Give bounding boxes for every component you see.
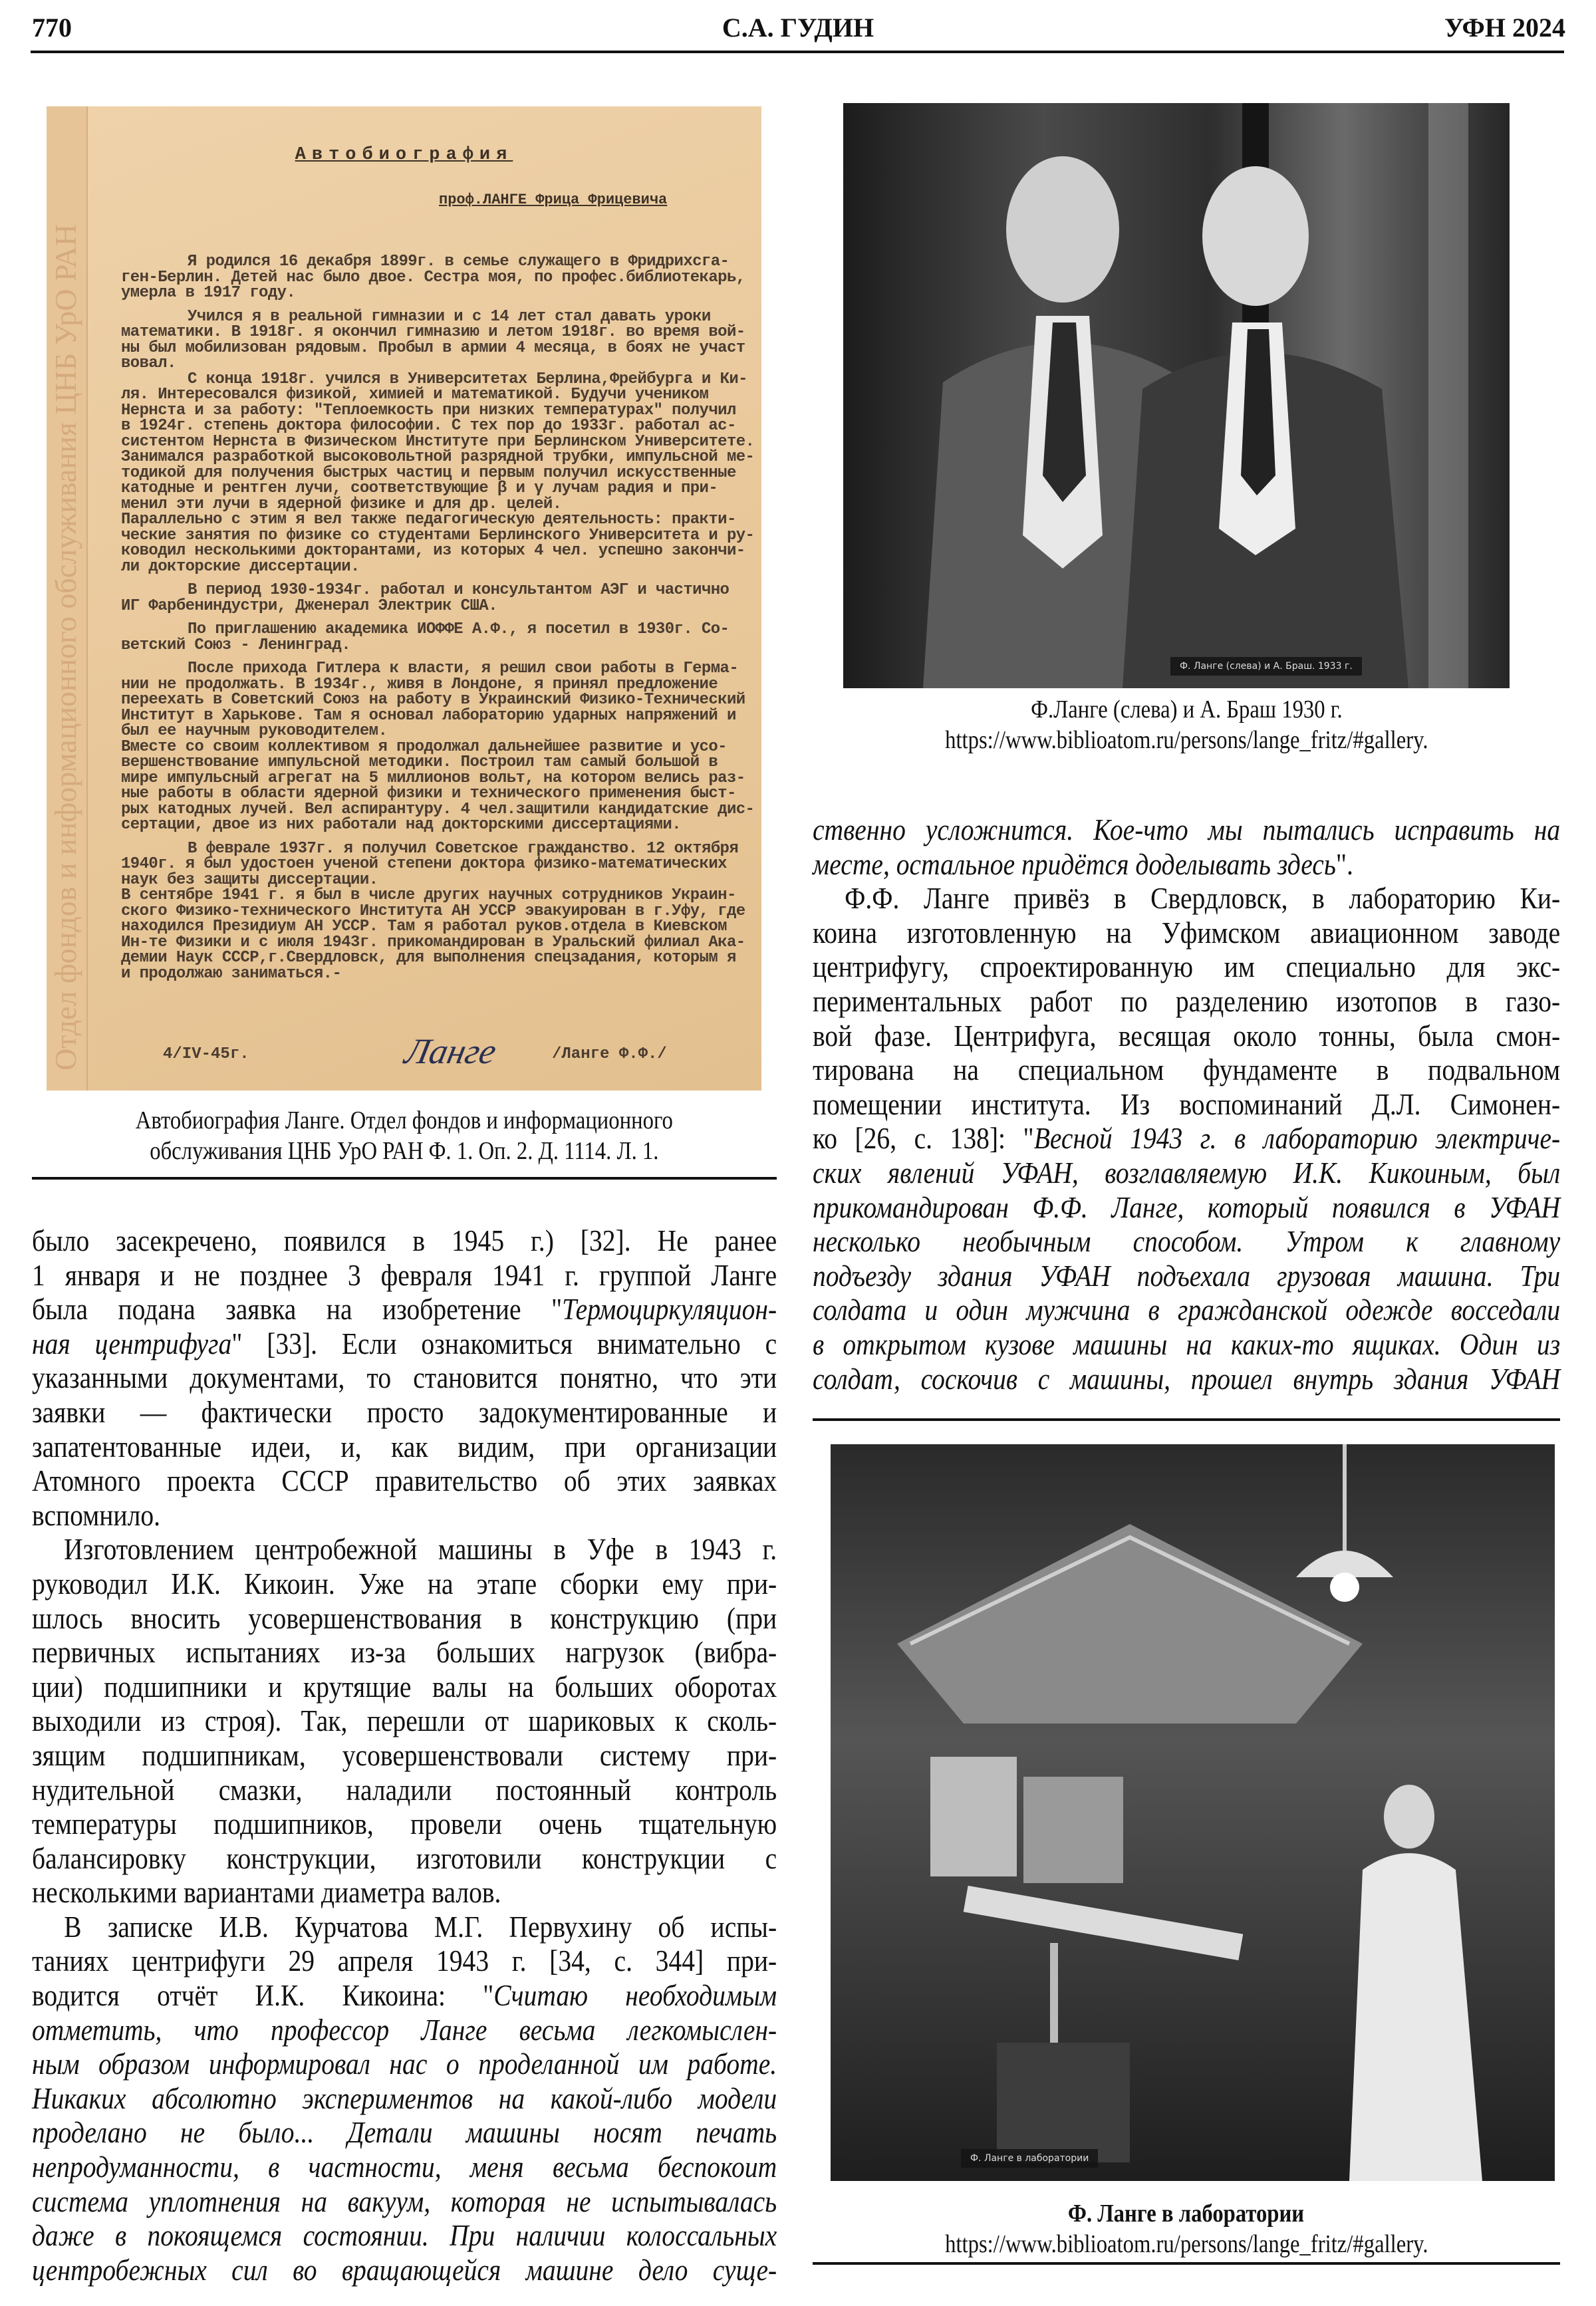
photo-lange-and-brasch — [843, 103, 1510, 688]
text-run: руководил И.К. Кикоин. Уже на этапе сборки ему при- — [32, 1566, 777, 1601]
text-run: первичных испытаниях из-за больших нагрузок (вибра- — [32, 1635, 777, 1670]
italic-quote-run: отметить, что профессор Ланге весьма легкомыслен- — [32, 2012, 777, 2047]
typed-line: переехать в Советский Союз на работу в Украинский Физико-Технический — [121, 691, 745, 709]
text-line — [32, 1875, 777, 1910]
text-line — [813, 984, 1560, 1019]
photo-lange-and-brasch-image — [843, 103, 1510, 688]
journal-name: УФН 2024 — [1444, 13, 1565, 43]
text-line — [32, 2047, 777, 2081]
text-run: тирована на специальном фундаменте в подвальном — [813, 1053, 1561, 1087]
italic-quote-run: прикомандирован Ф.Ф. Ланге, который появился в УФАН — [813, 1190, 1561, 1224]
text-line — [813, 1190, 1560, 1225]
doc-date: 4/IV-45г. — [163, 1045, 249, 1063]
text-run: была подана заявка на изобретение " — [32, 1292, 563, 1327]
text-line — [813, 1362, 1560, 1396]
typed-line: ководил несколькими докторантами, из которых 4 чел. успешно закончи- — [121, 542, 745, 560]
typed-line: был ее научным руководителем. — [121, 722, 388, 740]
doc-title — [47, 145, 761, 165]
typed-line: В период 1930-1934г. работал и консультантом АЭГ и частично — [188, 581, 730, 599]
text-line — [32, 1532, 777, 1567]
text-line — [813, 1087, 1560, 1122]
text-line — [32, 2184, 777, 2219]
text-line — [32, 1464, 777, 1498]
photo2-caption — [813, 2198, 1560, 2259]
typed-line: Нернста и за работу: "Теплоемкость при низких температурах" получил — [121, 401, 736, 420]
typed-line: ского Физико-технического Института АН УССР эвакуирован в г.Уфу, где — [121, 902, 745, 920]
text-run: таниях центрифуги 29 апреля 1943 г. [34, с. 344] при- — [32, 1944, 777, 1978]
caption-url: https://www.biblioatom.ru/persons/lange_fritz/#gallery. — [944, 2230, 1428, 2258]
italic-quote-run: ских явлений УФАН, возглавляемую И.К. Кикоиным, был — [813, 1155, 1561, 1190]
typed-line: ческие занятия по физике со студентами Берлинского Университета и ру- — [121, 526, 755, 545]
text-line — [32, 1773, 777, 1807]
photo-overlay-label: Ф. Ланге в лаборатории — [961, 2149, 1098, 2168]
typed-line: 1940г. я был удостоен ученой степени доктора физико-математических — [121, 855, 727, 873]
text-run: коина изготовленную на Уфимском авиационном заводе — [813, 915, 1561, 950]
text-line — [32, 1704, 777, 1738]
text-line — [32, 2081, 777, 2116]
typed-paragraph — [121, 372, 753, 575]
text-run: ко [26, с. 138]: " — [813, 1121, 1034, 1156]
typed-line: Вместе со своим коллективом я продолжал дальнейшее развитие и усо- — [121, 737, 727, 756]
text-line — [813, 1224, 1560, 1259]
caption-line: Ф.Ланге (слева) и А. Браш 1930 г. — [1030, 696, 1343, 723]
typed-line: В феврале 1937г. я получил Советское гражданство. 12 октября — [188, 839, 739, 858]
figure-rule — [813, 2262, 1560, 2265]
text-line — [32, 1738, 777, 1773]
text-run: было засекречено, появился в 1945 г.) [32]. Не ранее — [32, 1223, 777, 1257]
text-line — [32, 1635, 777, 1670]
typed-line: Параллельно с этим я вел также педагогическую деятельность: практи- — [121, 511, 736, 529]
italic-quote-run: Весной 1943 г. в лабораторию электриче- — [1033, 1121, 1561, 1156]
text-line — [32, 2218, 777, 2253]
text-line — [32, 1395, 777, 1430]
typed-line: находился Президиум АН УССР. Там я работал руков.отдела в Киевском — [121, 918, 727, 936]
typed-line: ген-Берлин. Детей нас было двое. Сестра моя, по профес.библиотекарь, — [121, 268, 745, 287]
text-line — [32, 1910, 777, 1944]
typed-paragraph — [121, 582, 753, 614]
italic-quote-run: ным образом информировал нас о проделанной им работе. — [32, 2047, 777, 2081]
text-line — [813, 1327, 1560, 1362]
text-run: водится отчёт И.К. Кикоина: " — [32, 1978, 494, 2013]
typed-line: Ин-те Физики и с июля 1943г. прикомандирован в Уральский филиал Ака- — [121, 933, 745, 952]
typed-line: Я родился 16 декабря 1899г. в семье служащего в Фридрихсга- — [188, 253, 730, 271]
text-run: температуры подшипников, провели очень тщательную — [32, 1807, 777, 1841]
typed-line: По приглашению академика ИОФФЕ А.Ф., я посетил в 1930г. Со- — [188, 620, 730, 638]
caption-line: Автобиография Ланге. Отдел фондов и информационного — [135, 1106, 674, 1134]
text-line — [32, 1327, 777, 1361]
handwritten-signature: Ланге — [401, 1031, 500, 1071]
text-run: периментальных работ по разделению изотопов в газо- — [813, 983, 1561, 1018]
italic-quote-run: месте, остальное придётся доделывать здесь — [813, 846, 1336, 881]
right-column-text — [813, 813, 1560, 1396]
italic-quote-run: ная центрифуга — [32, 1326, 232, 1360]
photo-lange-in-lab — [831, 1444, 1555, 2181]
typed-line: и продолжаю заниматься.- — [121, 964, 342, 983]
text-line — [32, 1292, 777, 1327]
column-rule — [813, 1418, 1560, 1421]
typed-line: вершенствование импульсной методики. Построил там самый большой в — [121, 753, 718, 771]
typed-line: умерла в 1917 году. — [121, 284, 296, 302]
text-run: заявки — фактически просто задокументированные и — [32, 1394, 777, 1429]
italic-quote-run: солдат, соскочив с машины, прошел внутрь здания УФАН — [813, 1361, 1561, 1396]
typed-line: ветский Союз - Ленинград. — [121, 636, 351, 654]
typed-paragraph — [121, 841, 753, 982]
text-line — [32, 2115, 777, 2150]
paragraph — [813, 813, 1560, 881]
typed-line: математики. В 1918г. я окончил гимназию и летом 1918г. во время вой- — [121, 323, 745, 341]
text-line — [32, 2150, 777, 2184]
typed-line: После прихода Гитлера к власти, я решил свои работы в Герма- — [188, 660, 739, 678]
text-line — [32, 1841, 777, 1876]
italic-quote-run: система уплотнения на вакуум, которая не испытывалась — [32, 2184, 777, 2218]
typed-line: сертации, двое из них работали над докторскими диссертациями. — [121, 816, 681, 834]
doc-title-text: Автобиография — [295, 145, 513, 165]
italic-quote-run: ственно усложнится. Кое-что мы пытались исправить на — [813, 813, 1561, 846]
typed-line: ные работы в области ядерной физики и технического применения быст- — [121, 785, 736, 803]
doc-signed-name: /Ланге Ф.Ф./ — [552, 1045, 667, 1063]
text-line — [813, 1019, 1560, 1053]
text-run: Ф.Ф. Ланге привёз в Свердловск, в лабораторию Ки- — [845, 881, 1561, 916]
italic-quote-run: несколько необычным способом. Утром к главному — [813, 1224, 1561, 1259]
doc-subtitle: проф.ЛАНГЕ Фрица Фрицевича — [439, 192, 668, 208]
paragraph — [32, 1532, 777, 1910]
text-line — [32, 1807, 777, 1841]
typed-line: нии не продолжать. В 1934г., живя в Лондоне, я принял предложение — [121, 675, 718, 694]
typed-line: Занимался разработкой высоковольтной разрядной трубки, импульсной ме- — [121, 448, 755, 466]
archive-watermark: Отдел фондов и информационного обслуживания ЦНБ УрО РАН — [49, 223, 82, 1071]
paragraph — [32, 1223, 777, 1532]
text-line — [32, 1258, 777, 1293]
text-run: " [33]. Если ознакомиться внимательно с — [231, 1326, 777, 1360]
text-line — [32, 1601, 777, 1636]
figure-rule — [32, 1177, 777, 1180]
text-line — [813, 950, 1560, 984]
italic-quote-run: проделано не было... Детали машины носят печать — [32, 2115, 777, 2150]
photo-lange-in-lab-image — [831, 1444, 1555, 2181]
text-run: выходили из строя). Так, перешли от шариковых к сколь- — [32, 1704, 777, 1738]
typed-line: С конца 1918г. учился в Университетах Берлина,Фрейбурга и Ки- — [188, 370, 747, 388]
typed-line: менил эти лучи в ядерной физике и для др. целей. — [121, 495, 562, 513]
autobiography-scan — [47, 106, 761, 1090]
typed-line: ИГ Фарбениндустри, Дженерал Электрик США. — [121, 596, 497, 615]
text-line — [813, 916, 1560, 950]
typed-line: В сентябре 1941 г. я был в числе других научных сотрудников Украин- — [121, 886, 736, 904]
italic-quote-run: центробежных сил во вращающейся машине дело суще- — [32, 2252, 777, 2287]
text-line — [813, 813, 1560, 847]
typed-line: ли докторские диссертации. — [121, 557, 360, 576]
typed-line: Учился я в реальной гимназии и с 14 лет стал давать уроки — [188, 307, 711, 326]
text-line — [813, 1121, 1560, 1156]
text-line — [813, 1053, 1560, 1087]
typed-line: ля. Интересовался физикой, химией и математикой. Будучи учеником — [121, 386, 709, 404]
text-run: ции) подшипники и крутящие валы на больших оборотах — [32, 1669, 777, 1704]
typed-paragraph — [121, 622, 753, 653]
typed-paragraph — [121, 309, 753, 372]
text-run: зящим подшипникам, усовершенствовали систему при- — [32, 1737, 777, 1772]
text-run: 1 января и не позднее 3 февраля 1941 г. группой Ланге — [32, 1257, 777, 1292]
text-line — [32, 1223, 777, 1258]
text-run: В записке И.В. Курчатова М.Г. Первухину об испы- — [64, 1909, 777, 1944]
text-line — [32, 1498, 777, 1533]
italic-quote-run: непродуманности, в частности, меня весьма беспокоит — [32, 2150, 777, 2184]
caption-url: https://www.biblioatom.ru/persons/lange_fritz/#gallery. — [944, 726, 1428, 754]
caption-line: Ф. Ланге в лаборатории — [1068, 2200, 1305, 2228]
text-run: вой фазе. Центрифуга, весящая около тонны, была смон- — [813, 1018, 1561, 1053]
text-run: запатентованные идеи, и, как видим, при организации — [32, 1429, 777, 1464]
italic-quote-run: даже в покоящемся состоянии. При наличии колоссальных — [32, 2218, 777, 2253]
photo1-caption — [813, 694, 1560, 755]
text-line — [32, 1944, 777, 1978]
typed-line: демии Наук СССР,г.Свердловск, для выполнения спецзадания, которым я — [121, 949, 736, 967]
typed-text — [121, 254, 753, 981]
typed-line: Институт в Харькове. Там я основал лабораторию ударных напряжений и — [121, 706, 736, 725]
text-line — [32, 1670, 777, 1704]
italic-quote-run: солдата и один мужчина в гражданской одежде восседали — [813, 1293, 1561, 1327]
paragraph — [32, 1910, 777, 2287]
typed-line: катодные и рентген лучи, соответствующие β и γ лучам радия и при- — [121, 479, 718, 497]
italic-quote-run: Никаких абсолютно экспериментов на какой-либо модели — [32, 2081, 777, 2115]
text-run: нудительной смазки, наладили постоянный контроль — [32, 1772, 777, 1807]
text-run: указанными документами, то становится понятно, что эти — [32, 1360, 777, 1395]
typed-line: ны был мобилизован рядовым. Пробыл в армии 4 месяца, в боях не участ — [121, 338, 745, 357]
text-run: балансировку конструкции, изготовили конструкции с — [32, 1841, 777, 1875]
photo-overlay-label: Ф. Ланге (слева) и А. Браш. 1933 г. — [1170, 657, 1362, 676]
italic-quote-run: подъезду здания УФАН подъехала грузовая машина. Три — [813, 1258, 1561, 1293]
typed-line: систентом Нернста в Физическом Институте при Берлинском Университете. — [121, 432, 755, 451]
text-line — [32, 2253, 777, 2287]
left-column-text — [32, 1223, 777, 2287]
text-line — [32, 1567, 777, 1601]
typed-line: в 1924г. степень доктора философии. С тех пор до 1933г. работал ас- — [121, 417, 736, 435]
typed-paragraph — [121, 254, 753, 301]
typed-line: вовал. — [121, 354, 176, 372]
text-run: Изготовлением центробежной машины в Уфе в 1943 г. — [64, 1532, 777, 1567]
text-run: шлось вносить усовершенствования в конструкцию (при — [32, 1601, 777, 1635]
text-line — [32, 1430, 777, 1464]
text-run: центрифугу, спроектированную им специально для экс- — [813, 950, 1561, 984]
text-line — [813, 1156, 1560, 1190]
page-number: 770 — [32, 13, 72, 43]
caption-line: обслуживания ЦНБ УрО РАН Ф. 1. Оп. 2. Д. 1114. Л. 1. — [150, 1137, 659, 1165]
italic-quote-run: в открытом кузове машины на каких-то ящиках. Один из — [813, 1327, 1561, 1361]
italic-quote-run: Термоциркуляцион- — [562, 1292, 777, 1327]
text-line — [32, 1360, 777, 1395]
running-author: С.А. ГУДИН — [722, 13, 874, 43]
text-line — [813, 881, 1560, 916]
autobiography-caption — [32, 1105, 777, 1166]
text-line — [32, 2013, 777, 2047]
typed-line: рых катодных лучей. Вел аспирантуру. 4 чел.защитили кандидатские дис- — [121, 800, 755, 819]
text-line — [813, 1259, 1560, 1293]
italic-quote-run: Считаю необходимым — [493, 1978, 777, 2013]
text-line — [813, 1293, 1560, 1327]
typed-line: тодикой для получения быстрых частиц и первым получил искусственные — [121, 463, 736, 482]
text-run: помещении института. Из воспоминаний Д.Л. Симонен- — [813, 1087, 1561, 1121]
typed-line: наук без защиты диссертации. — [121, 870, 378, 889]
text-line — [32, 1978, 777, 2013]
text-run: Атомного проекта СССР правительство об этих заявках — [32, 1464, 777, 1498]
header-rule — [31, 51, 1564, 53]
text-run: ". — [1335, 846, 1353, 881]
text-run: вспомнило. — [32, 1497, 161, 1532]
paragraph — [813, 881, 1560, 1396]
text-line — [813, 847, 1560, 882]
typed-paragraph — [121, 661, 753, 833]
typed-line: мире импульсный агрегат на 5 миллионов вольт, на котором велись раз- — [121, 769, 745, 787]
text-run: несколькими вариантами диаметра валов. — [32, 1875, 501, 1910]
